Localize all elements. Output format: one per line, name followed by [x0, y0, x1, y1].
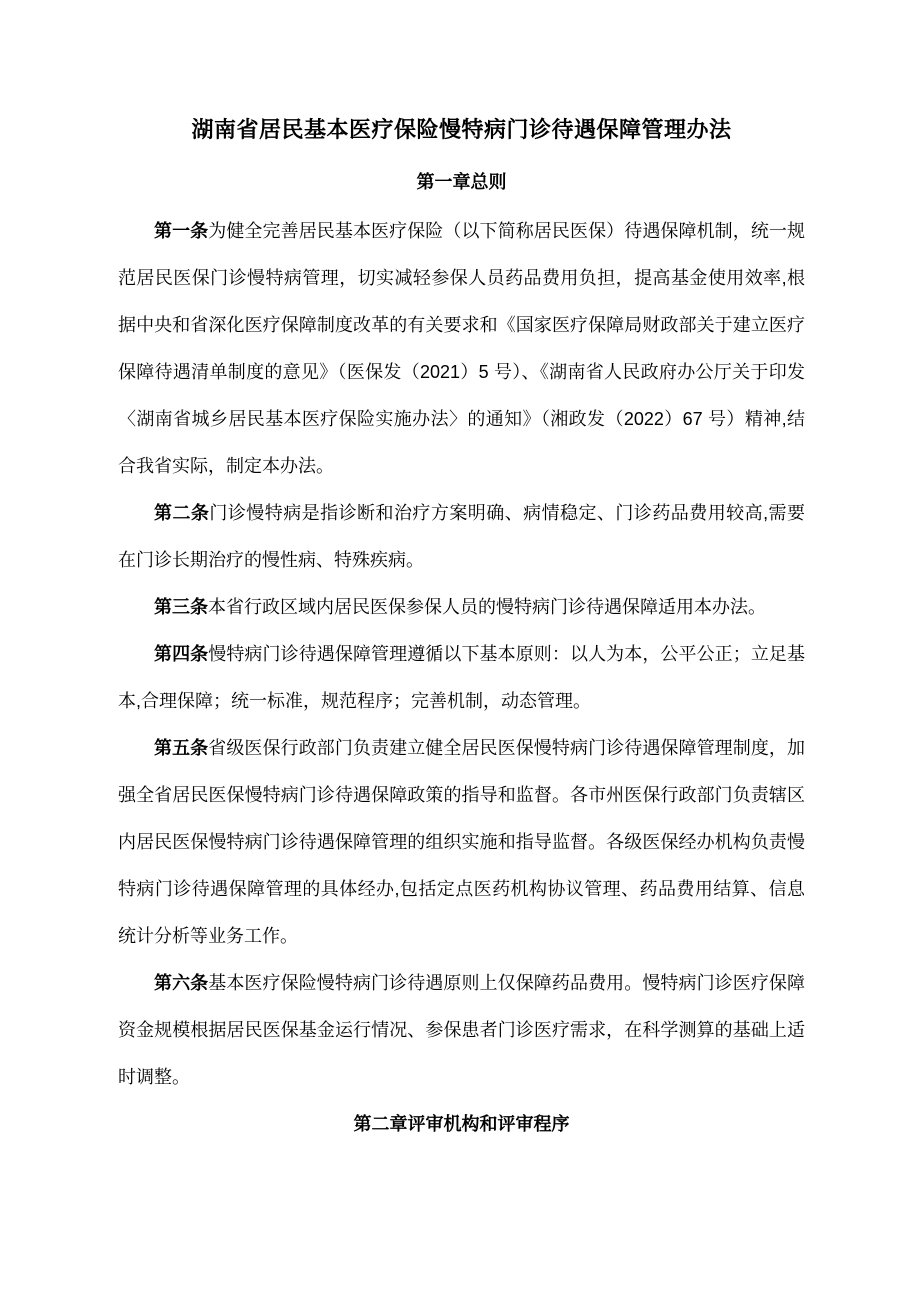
chapter-2-heading: 第二章评审机构和评审程序 — [353, 1114, 570, 1134]
article-4-label: 第四条 — [154, 644, 209, 664]
chapter-1-heading: 第一章总则 — [416, 172, 507, 192]
article-6-label: 第六条 — [154, 973, 209, 993]
article-6-text: 基本医疗保险慢特病门诊待遇原则上仅保障药品费用。慢特病门诊医疗保障资金规模根据居民医保基金运行情况、参保患者门诊医疗需求，在科学测算的基础上适时调整。 — [118, 973, 806, 1087]
article-4-text: 慢特病门诊待遇保障管理遵循以下基本原则：以人为本，公平公正；立足基本,合理保障；统一标准，规范程序；完善机制，动态管理。 — [118, 644, 806, 711]
article-paragraph-5 — [118, 725, 805, 960]
article-paragraph-6 — [118, 960, 805, 1101]
article-1-text: 为健全完善居民基本医疗保险（以下简称居民医保）待遇保障机制，统一规范居民医保门诊慢特病管理，切实减轻参保人员药品费用负担，提高基金使用效率,根据中央和省深化医疗保障制度改革的有关要求和《国家医疗保障局财政部关于建立医疗保障待遇清单制度的意见》（医保发（2021）5 号）、《湖南省人民政府办公厅关于印发〈湖南省城乡居民基本医疗保险实施办法〉的通知》（湘政发（2022）67 号）精神,结合我省实际，制定本办法。 — [118, 221, 806, 476]
document-title: 湖南省居民基本医疗保险慢特病门诊待遇保障管理办法 — [191, 117, 732, 142]
article-5-text: 省级医保行政部门负责建立健全居民医保慢特病门诊待遇保障管理制度，加强全省居民医保慢特病门诊待遇保障政策的指导和监督。各市州医保行政部门负责辖区内居民医保慢特病门诊待遇保障管理的组织实施和指导监督。各级医保经办机构负责慢特病门诊待遇保障管理的具体经办,包括定点医药机构协议管理、药品费用结算、信息统计分析等业务工作。 — [118, 738, 806, 946]
article-1-label: 第一条 — [154, 221, 209, 241]
article-paragraph-4 — [118, 631, 805, 725]
article-paragraph-1 — [118, 208, 805, 490]
article-3-label: 第三条 — [154, 597, 208, 617]
article-2-label: 第二条 — [154, 503, 210, 523]
article-2-text: 门诊慢特病是指诊断和治疗方案明确、病情稳定、门诊药品费用较高,需要在门诊长期治疗的慢性病、特殊疾病。 — [118, 503, 806, 570]
article-paragraph-2 — [118, 490, 805, 584]
article-5-label: 第五条 — [154, 738, 209, 758]
article-3-text: 本省行政区域内居民医保参保人员的慢特病门诊待遇保障适用本办法。 — [208, 597, 766, 617]
article-paragraph-3 — [118, 584, 805, 631]
